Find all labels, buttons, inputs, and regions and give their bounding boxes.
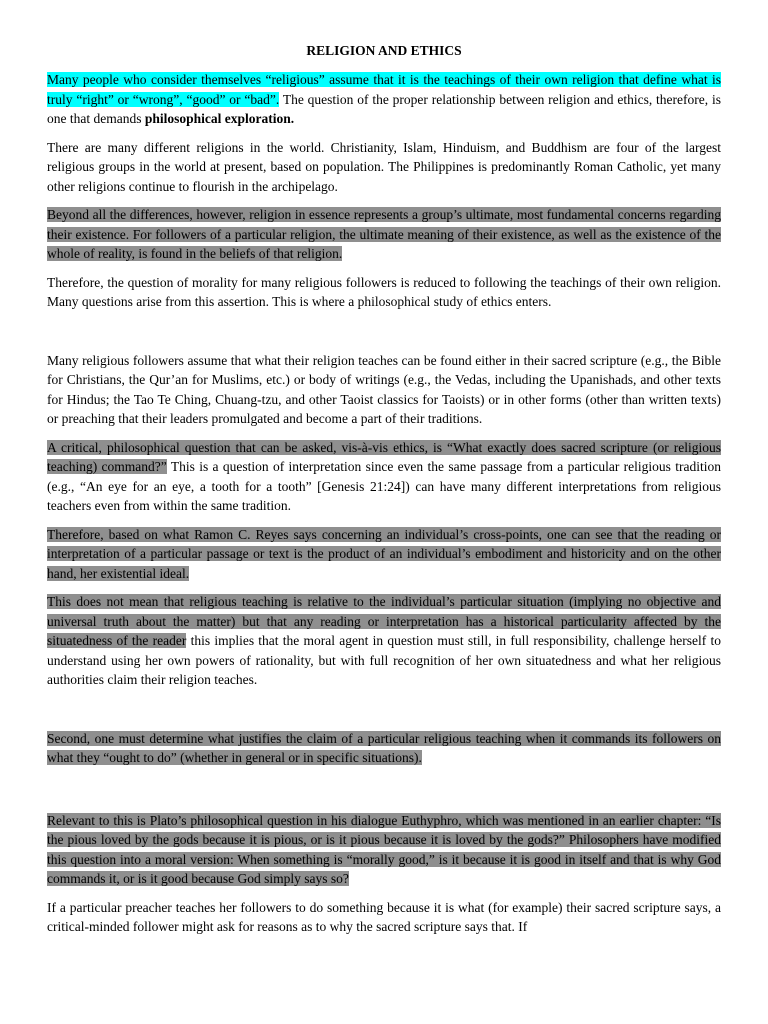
- bold-text: philosophical exploration.: [144, 111, 295, 126]
- highlighted-text-cyan: Many people who consider themselves “religious” assume that it is the teachings of their own religion that define what is truly “right” or “wrong”, “good” or “bad”.: [47, 72, 721, 107]
- paragraph-intro: [47, 70, 721, 129]
- highlighted-text-gray: Beyond all the differences, however, religion in essence represents a group’s ultimate, most fundamental concerns regarding their existence. For followers of a particular religion, the ultimate meaning of their existence, as well as the existence of the whole of reality, is found in the beliefs of that religion.: [47, 207, 721, 261]
- paragraph-religions: There are many different religions in the world. Christianity, Islam, Hinduism, and Buddhism are four of the largest religious groups in the world at present, based on population. The Philippines is predominantly Roman Catholic, yet many other religions continue to flourish in the archipelago.: [47, 139, 721, 194]
- highlighted-text-gray: Relevant to this is Plato’s philosophical question in his dialogue Euthyphro, which was mentioned in an earlier chapter: “Is the pious loved by the gods because it is pious, or is it pious because it is loved by the gods?” Philosophers have modified this question into a moral version: When something is “morally good,” is it because it is good in itself and that is why God commands it, or is it good because God simply says so?: [47, 812, 721, 886]
- highlighted-text-gray: Therefore, based on what Ramon C. Reyes says concerning an individual’s cross-points, one can see that the reading or interpretation of a particular passage or text is the product of an individual’s embodiment and historicity and on the other hand, her existential ideal.: [47, 526, 721, 581]
- paragraph-scripture: Many religious followers assume that what their religion teaches can be found either in their sacred scripture (e.g., the Bible for Christians, the Qur’an for Muslims, etc.) or body of writings (e.g., the Vedas, including the Upanishads, and other texts for Hindus; the Tao Te Ching, Chuang-tzu, and other Taoist classics for Taoists) or in other forms (other than written texts) or preaching that their leaders promulgated and become a part of their traditions.: [47, 352, 721, 426]
- paragraph-relativity: [47, 592, 721, 690]
- paragraph-essence: [47, 205, 721, 264]
- highlighted-text-gray: This does not mean that religious teaching is relative to the individual’s particular situation (implying no objective and universal truth about the matter) but that any reading or interpretation has a historical particularity affected by the situatedness of the reader: [47, 594, 721, 648]
- highlighted-text-gray: Second, one must determine what justifies the claim of a particular religious teaching when it commands its followers on what they “ought to do” (whether in general or in specific situations).: [47, 730, 721, 765]
- paragraph-morality: Therefore, the question of morality for many religious followers is reduced to following the teachings of their own religion. Many questions arise from this assertion. This is where a philosophical study of ethics enters.: [47, 274, 721, 309]
- document-title: RELIGION AND ETHICS: [306, 43, 462, 58]
- paragraph-euthyphro: [47, 811, 721, 889]
- paragraph-preacher: If a particular preacher teaches her followers to do something because it is what (for example) their sacred scripture says, a critical-minded follower might ask for reasons as to why the sacred scripture says that. If: [47, 899, 721, 934]
- paragraph-critical-question: [47, 438, 721, 516]
- paragraph-text: This is a question of interpretation since even the same passage from a particular religious tradition (e.g., “An eye for an eye, a tooth for a tooth” [Genesis 21:24]) can have many different interpretations from religious teachers even from within the same tradition.: [47, 459, 721, 513]
- paragraph-text: this implies that the moral agent in question must still, in full responsibility, challenge herself to understand using her own powers of rationality, but with full recognition of her own situatedness and what her religious authorities claim their religion teaches.: [47, 633, 721, 687]
- highlighted-text-gray: A critical, philosophical question that can be asked, vis-à-vis ethics, is “What exactly does sacred scripture (or religious teaching) command?”: [47, 439, 721, 474]
- paragraph-text: The question of the proper relationship between religion and ethics, therefore, is one that demands: [47, 91, 721, 126]
- paragraph-cross-points: [47, 525, 721, 584]
- paragraph-justification: [47, 729, 721, 768]
